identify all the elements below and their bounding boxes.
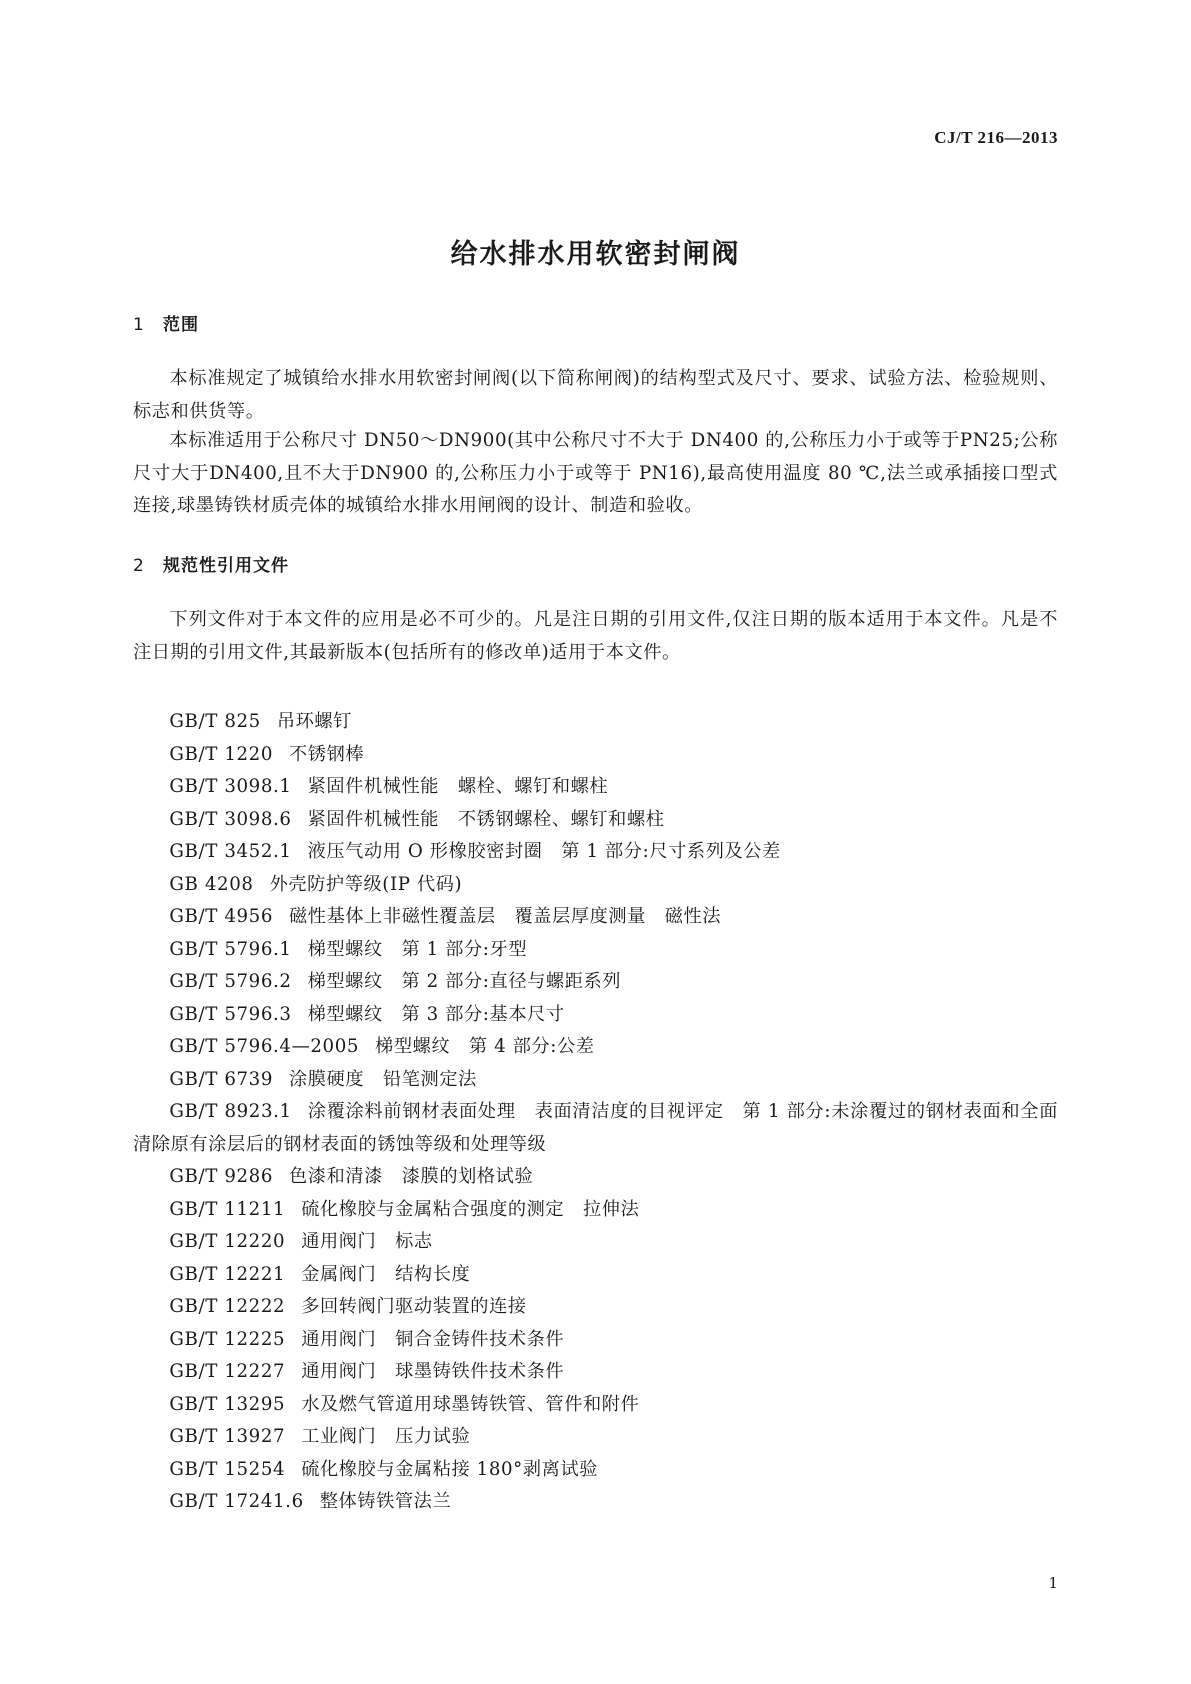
reference-code: GB/T 8923.1	[169, 1101, 292, 1122]
reference-code: GB/T 9286	[169, 1166, 274, 1187]
reference-title: 通用阀门 标志	[301, 1231, 433, 1252]
reference-code: GB/T 3452.1	[169, 841, 292, 862]
reference-code: GB/T 11211	[169, 1198, 286, 1220]
reference-title: 磁性基体上非磁性覆盖层 覆盖层厚度测量 磁性法	[289, 906, 722, 927]
section-number: 2	[133, 556, 145, 576]
reference-item	[133, 1194, 1058, 1227]
reference-item	[133, 869, 1058, 902]
reference-title: 梯型螺纹 第 2 部分:直径与螺距系列	[307, 971, 622, 992]
reference-item	[133, 1454, 1058, 1487]
reference-title: 梯型螺纹 第 3 部分:基本尺寸	[307, 1003, 565, 1025]
reference-item	[133, 999, 1058, 1032]
reference-code: GB/T 12220	[169, 1231, 286, 1252]
reference-title: 紧固件机械性能 螺栓、螺钉和螺柱	[307, 776, 609, 797]
reference-title: 色漆和清漆 漆膜的划格试验	[289, 1166, 534, 1187]
reference-item	[133, 1356, 1058, 1389]
reference-title: 外壳防护等级(IP 代码)	[269, 873, 463, 895]
reference-item	[133, 1291, 1058, 1324]
reference-code: GB/T 5796.4—2005	[169, 1036, 360, 1057]
section-1-paragraph-1: 本标准规定了城镇给水排水用软密封闸阀(以下简称闸阀)的结构型式及尺寸、要求、试验方法、检验规则、标志和供货等。	[133, 368, 1058, 422]
reference-title: 通用阀门 球墨铸铁件技术条件	[301, 1361, 565, 1382]
reference-title: 金属阀门 结构长度	[301, 1263, 471, 1285]
reference-title: 多回转阀门驱动装置的连接	[301, 1296, 527, 1317]
reference-item	[133, 1096, 1058, 1161]
reference-title: 通用阀门 铜合金铸件技术条件	[301, 1328, 565, 1350]
section-2-heading	[133, 551, 289, 576]
page-number: 1	[1048, 1574, 1058, 1592]
reference-code: GB/T 3098.1	[169, 776, 292, 797]
reference-item	[133, 1486, 1058, 1519]
reference-code: GB/T 6739	[169, 1068, 274, 1090]
reference-code: GB/T 12227	[169, 1361, 286, 1382]
reference-code: GB/T 17241.6	[169, 1491, 304, 1512]
reference-item	[133, 771, 1058, 804]
reference-title: 梯型螺纹 第 1 部分:牙型	[307, 938, 528, 960]
reference-item	[133, 901, 1058, 934]
section-title: 范围	[163, 315, 199, 335]
reference-item	[133, 706, 1058, 739]
section-1-paragraph-2: 本标准适用于公称尺寸 DN50～DN900(其中公称尺寸不大于 DN400 的,公称压力小于或等于PN25;公称尺寸大于DN400,且不大于DN900 的,公称压力小于或等于 PN16),最高使用温度 80 ℃,法兰或承插接口型式连接,球墨铸铁材质壳体的城镇给水排水用闸阀的设计、制造和验收。	[133, 430, 1058, 516]
reference-title: 涂膜硬度 铅笔测定法	[289, 1068, 477, 1090]
reference-code: GB/T 1220	[169, 743, 274, 765]
reference-title: 紧固件机械性能 不锈钢螺栓、螺钉和螺柱	[307, 808, 665, 830]
reference-code: GB/T 12225	[169, 1328, 286, 1350]
section-number: 1	[133, 315, 145, 335]
section-2-intro: 下列文件对于本文件的应用是必不可少的。凡是注日期的引用文件,仅注日期的版本适用于本文件。凡是不注日期的引用文件,其最新版本(包括所有的修改单)适用于本文件。	[133, 609, 1058, 663]
reference-code: GB 4208	[169, 873, 254, 895]
reference-title: 工业阀门 压力试验	[301, 1426, 471, 1447]
reference-title: 吊环螺钉	[276, 711, 352, 732]
reference-item	[133, 934, 1058, 967]
section-1-heading	[133, 310, 199, 335]
section-title: 规范性引用文件	[163, 556, 289, 576]
reference-code: GB/T 12222	[169, 1296, 286, 1317]
reference-title: 硫化橡胶与金属粘接 180°剥离试验	[301, 1458, 599, 1480]
reference-code: GB/T 15254	[169, 1458, 286, 1480]
reference-item	[133, 1421, 1058, 1454]
reference-code: GB/T 13927	[169, 1426, 286, 1447]
reference-item	[133, 1031, 1058, 1064]
reference-code: GB/T 13295	[169, 1393, 286, 1415]
reference-title: 水及燃气管道用球墨铸铁管、管件和附件	[301, 1393, 640, 1415]
reference-code: GB/T 5796.2	[169, 971, 292, 992]
reference-code: GB/T 5796.1	[169, 938, 292, 960]
reference-title: 液压气动用 O 形橡胶密封圈 第 1 部分:尺寸系列及公差	[307, 841, 781, 862]
reference-item	[133, 1389, 1058, 1422]
reference-list	[133, 706, 1058, 1519]
reference-item	[133, 1259, 1058, 1292]
reference-title: 涂覆涂料前钢材表面处理 表面清洁度的目视评定 第 1 部分:未涂覆过的钢材表面和全面清除原有涂层后的钢材表面的锈蚀等级和处理等级	[133, 1101, 1058, 1155]
reference-item	[133, 1064, 1058, 1097]
reference-code: GB/T 3098.6	[169, 808, 292, 830]
reference-item	[133, 1226, 1058, 1259]
document-title: 给水排水用软密封闸阀	[450, 239, 741, 270]
reference-title: 梯型螺纹 第 4 部分:公差	[375, 1036, 595, 1057]
reference-title: 硫化橡胶与金属粘合强度的测定 拉伸法	[301, 1198, 640, 1220]
reference-item	[133, 966, 1058, 999]
reference-code: GB/T 4956	[169, 906, 274, 927]
reference-title: 整体铸铁管法兰	[319, 1491, 452, 1512]
reference-title: 不锈钢棒	[289, 743, 365, 765]
reference-item	[133, 1161, 1058, 1194]
reference-item	[133, 739, 1058, 772]
reference-item	[133, 836, 1058, 869]
reference-code: GB/T 5796.3	[169, 1003, 292, 1025]
reference-code: GB/T 12221	[169, 1263, 286, 1285]
reference-code: GB/T 825	[169, 711, 261, 732]
reference-item	[133, 1324, 1058, 1357]
reference-item	[133, 804, 1058, 837]
standard-code: CJ/T 216—2013	[934, 128, 1058, 147]
